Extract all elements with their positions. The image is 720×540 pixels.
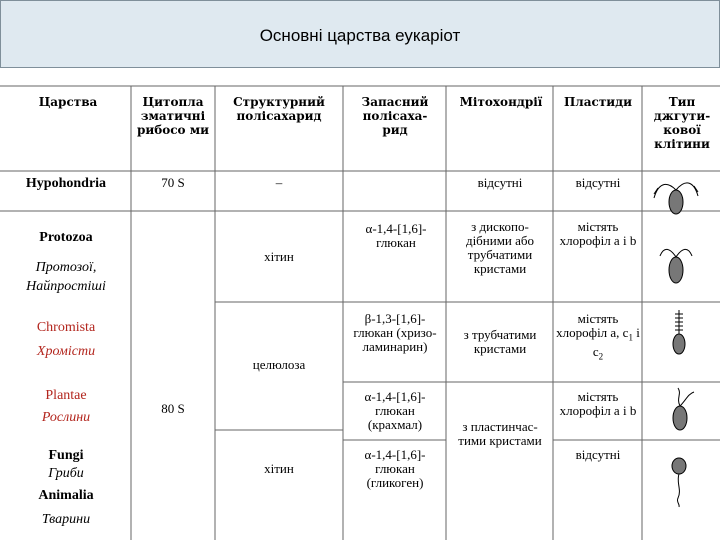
kingdom-fungi-ua: Гриби — [48, 466, 84, 481]
posterior-flagellum-cell-icon — [664, 452, 694, 508]
ribosomes-80s: 80 S — [161, 401, 185, 416]
mitochondria-disc-cristae: з дископо- дібними або трубчатими кристами — [465, 219, 535, 276]
kingdom-animalia-ua: Тварини — [41, 512, 91, 527]
kingdom-animalia: Animalia — [38, 488, 94, 503]
mitochondria-absent: відсутні — [477, 175, 523, 190]
kingdom-protozoa: Protozoa — [39, 230, 93, 245]
structural-cellulose: целюлоза — [252, 357, 306, 372]
structural-chitin-1: хітин — [264, 249, 294, 264]
plastids-chlorophyll-ac: містять хлорофіл а, $с_1$ і $с_2$ — [556, 311, 640, 362]
header-ribosomes: Цитопла зматичні рибосо ми — [136, 95, 210, 137]
kingdom-plantae: Plantae — [45, 388, 87, 403]
plastids-chlorophyll-ab-1: містять хлорофіл а і b — [559, 219, 637, 248]
header-kingdoms: Царства — [38, 95, 98, 109]
biflagellate-cell-2-icon — [654, 240, 698, 290]
plant-flagellate-cell-icon — [660, 386, 700, 436]
kingdom-plantae-ua: Рослини — [41, 410, 91, 425]
kingdom-chromista: Chromista — [36, 320, 96, 335]
reserve-glycogen: α-1,4-[1,6]- глюкан (гликоген) — [364, 447, 426, 490]
header-reserve-polysaccharide: Запасний полісаха- рид — [361, 95, 429, 137]
structural-chitin-2: хітин — [264, 461, 294, 476]
plastids-absent: відсутні — [575, 175, 621, 190]
hairy-flagellum-cell-icon — [664, 308, 694, 358]
plastids-absent-2: відсутні — [575, 447, 621, 462]
kingdom-fungi: Fungi — [48, 448, 84, 463]
reserve-beta-glucan: β-1,3-[1,6]- глюкан (хризо- ламинарин) — [353, 311, 437, 354]
mitochondria-tubular-cristae: з трубчатими кристами — [463, 327, 537, 356]
reserve-starch: α-1,4-[1,6]- глюкан (крахмал) — [364, 389, 426, 432]
header-flagellum-type: Тип джгути- кової клітини — [653, 95, 711, 151]
plastids-chlorophyll-ab-2: містять хлорофіл а і b — [559, 389, 637, 418]
kingdom-chromista-ua: Хромісти — [36, 344, 96, 359]
ribosomes-70s: 70 S — [161, 175, 185, 190]
mitochondria-plate-cristae: з пластинчас- тими кристами — [458, 419, 542, 448]
header-plastids: Пластиди — [563, 95, 633, 109]
reserve-alpha-glucan: α-1,4-[1,6]- глюкан — [365, 221, 427, 250]
header-mitochondria: Мітохондрії — [459, 95, 543, 109]
kingdom-hypochondria: Hypohondria — [25, 176, 107, 191]
biflagellate-cell-icon — [652, 174, 702, 220]
structural-none: – — [275, 175, 283, 190]
kingdom-protozoa-ua: Протозої, Найпростіші — [26, 260, 106, 294]
page-title: Основні царства еукаріот — [259, 26, 461, 45]
header-structural-polysaccharide: Структурний полісахарид — [233, 95, 325, 123]
